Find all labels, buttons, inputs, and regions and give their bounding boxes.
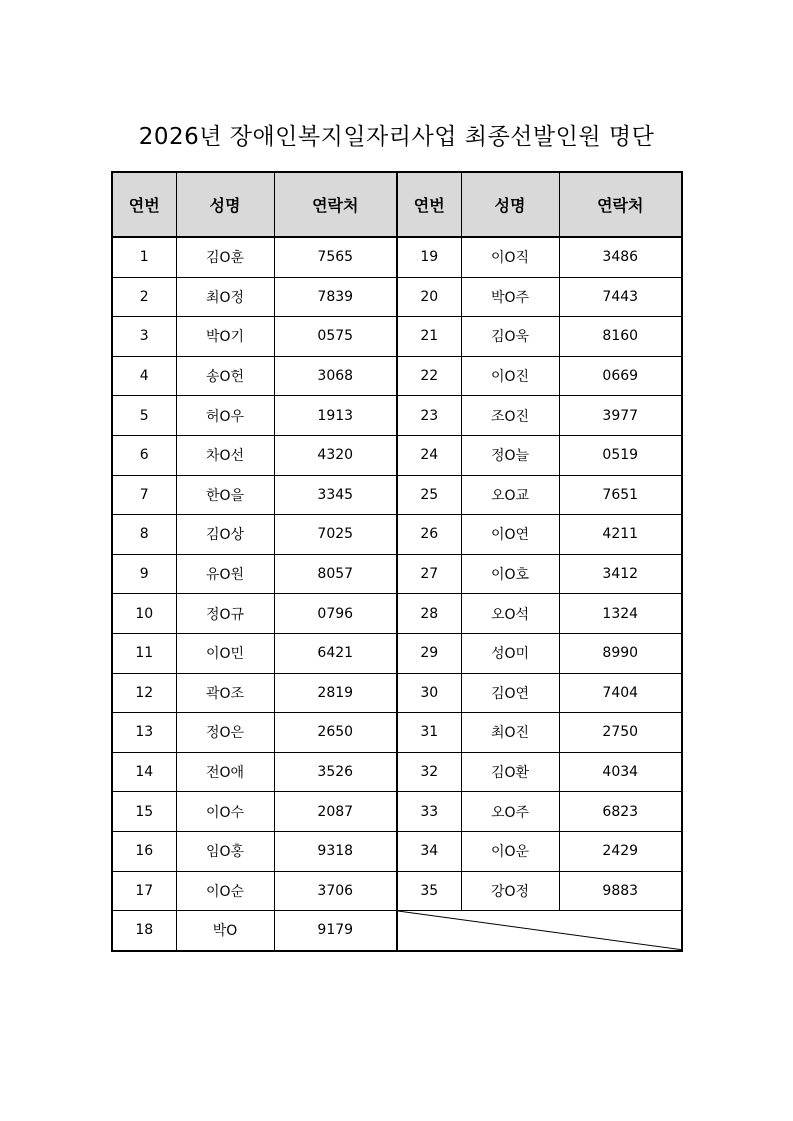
contact-number: 2429 xyxy=(559,831,682,871)
person-name: 유O원 xyxy=(176,554,274,594)
person-name: 조O진 xyxy=(461,396,559,436)
person-name: 이O순 xyxy=(176,871,274,911)
row-number: 9 xyxy=(112,554,176,594)
contact-number: 3068 xyxy=(274,356,397,396)
row-number: 11 xyxy=(112,633,176,673)
contact-number: 2650 xyxy=(274,713,397,753)
table-row xyxy=(112,713,682,753)
person-name: 오O석 xyxy=(461,594,559,634)
contact-number: 4034 xyxy=(559,752,682,792)
person-name: 김O환 xyxy=(461,752,559,792)
table-row xyxy=(112,594,682,634)
table-row xyxy=(112,277,682,317)
row-number: 32 xyxy=(397,752,461,792)
person-name: 허O우 xyxy=(176,396,274,436)
table-row xyxy=(112,554,682,594)
person-name: 이O민 xyxy=(176,633,274,673)
table-row xyxy=(112,356,682,396)
row-number: 21 xyxy=(397,317,461,357)
diagonal-line xyxy=(398,911,681,950)
person-name: 이O직 xyxy=(461,237,559,277)
contact-number: 0669 xyxy=(559,356,682,396)
row-number: 27 xyxy=(397,554,461,594)
contact-number: 4320 xyxy=(274,435,397,475)
person-name: 이O운 xyxy=(461,831,559,871)
contact-number: 6823 xyxy=(559,792,682,832)
person-name: 최O진 xyxy=(461,713,559,753)
contact-number: 8160 xyxy=(559,317,682,357)
contact-number: 6421 xyxy=(274,633,397,673)
table-row xyxy=(112,752,682,792)
row-number: 31 xyxy=(397,713,461,753)
row-number: 1 xyxy=(112,237,176,277)
person-name: 이O진 xyxy=(461,356,559,396)
table-row xyxy=(112,792,682,832)
contact-number: 3706 xyxy=(274,871,397,911)
row-number: 23 xyxy=(397,396,461,436)
person-name: 김O연 xyxy=(461,673,559,713)
person-name: 김O훈 xyxy=(176,237,274,277)
row-number: 5 xyxy=(112,396,176,436)
person-name: 박O기 xyxy=(176,317,274,357)
row-number: 35 xyxy=(397,871,461,911)
table-row xyxy=(112,317,682,357)
header-no: 연번 xyxy=(112,172,176,237)
contact-number: 9883 xyxy=(559,871,682,911)
contact-number: 2750 xyxy=(559,713,682,753)
contact-number: 0519 xyxy=(559,435,682,475)
contact-number: 7443 xyxy=(559,277,682,317)
row-number: 6 xyxy=(112,435,176,475)
person-name: 이O연 xyxy=(461,515,559,555)
contact-number: 7651 xyxy=(559,475,682,515)
row-number: 10 xyxy=(112,594,176,634)
table-row xyxy=(112,871,682,911)
contact-number: 7565 xyxy=(274,237,397,277)
header-no: 연번 xyxy=(397,172,461,237)
row-number: 14 xyxy=(112,752,176,792)
person-name: 오O주 xyxy=(461,792,559,832)
row-number: 29 xyxy=(397,633,461,673)
header-row xyxy=(112,172,682,237)
roster-table xyxy=(111,171,683,952)
person-name: 정O규 xyxy=(176,594,274,634)
diagonal-strike xyxy=(398,911,681,950)
table-row xyxy=(112,515,682,555)
row-number: 2 xyxy=(112,277,176,317)
row-number: 28 xyxy=(397,594,461,634)
person-name: 박O xyxy=(176,911,274,951)
row-number: 25 xyxy=(397,475,461,515)
contact-number: 3345 xyxy=(274,475,397,515)
header-name: 성명 xyxy=(176,172,274,237)
person-name: 정O늘 xyxy=(461,435,559,475)
row-number: 24 xyxy=(397,435,461,475)
contact-number: 8057 xyxy=(274,554,397,594)
page-title: 2026년 장애인복지일자리사업 최종선발인원 명단 xyxy=(138,124,655,150)
empty-cell xyxy=(397,911,682,951)
contact-number: 4211 xyxy=(559,515,682,555)
contact-number: 0796 xyxy=(274,594,397,634)
contact-number: 1324 xyxy=(559,594,682,634)
contact-number: 3486 xyxy=(559,237,682,277)
row-number: 7 xyxy=(112,475,176,515)
contact-number: 2087 xyxy=(274,792,397,832)
row-number: 15 xyxy=(112,792,176,832)
person-name: 정O은 xyxy=(176,713,274,753)
row-number: 19 xyxy=(397,237,461,277)
person-name: 전O애 xyxy=(176,752,274,792)
contact-number: 7025 xyxy=(274,515,397,555)
contact-number: 2819 xyxy=(274,673,397,713)
person-name: 김O상 xyxy=(176,515,274,555)
person-name: 오O교 xyxy=(461,475,559,515)
header-contact: 연락처 xyxy=(559,172,682,237)
row-number: 16 xyxy=(112,831,176,871)
header-contact: 연락처 xyxy=(274,172,397,237)
table-row xyxy=(112,475,682,515)
contact-number: 3526 xyxy=(274,752,397,792)
person-name: 최O정 xyxy=(176,277,274,317)
person-name: 곽O조 xyxy=(176,673,274,713)
contact-number: 1913 xyxy=(274,396,397,436)
person-name: 송O헌 xyxy=(176,356,274,396)
row-number: 18 xyxy=(112,911,176,951)
person-name: 한O을 xyxy=(176,475,274,515)
row-number: 12 xyxy=(112,673,176,713)
row-number: 22 xyxy=(397,356,461,396)
contact-number: 9318 xyxy=(274,831,397,871)
row-number: 13 xyxy=(112,713,176,753)
contact-number: 7404 xyxy=(559,673,682,713)
person-name: 차O선 xyxy=(176,435,274,475)
person-name: 강O정 xyxy=(461,871,559,911)
contact-number: 0575 xyxy=(274,317,397,357)
table-row xyxy=(112,673,682,713)
row-number: 20 xyxy=(397,277,461,317)
contact-number: 9179 xyxy=(274,911,397,951)
row-number: 34 xyxy=(397,831,461,871)
person-name: 이O호 xyxy=(461,554,559,594)
person-name: 임O홍 xyxy=(176,831,274,871)
person-name: 성O미 xyxy=(461,633,559,673)
row-number: 3 xyxy=(112,317,176,357)
person-name: 김O욱 xyxy=(461,317,559,357)
table-row xyxy=(112,237,682,277)
row-number: 8 xyxy=(112,515,176,555)
contact-number: 3977 xyxy=(559,396,682,436)
contact-number: 7839 xyxy=(274,277,397,317)
contact-number: 8990 xyxy=(559,633,682,673)
table-row xyxy=(112,633,682,673)
header-name: 성명 xyxy=(461,172,559,237)
table-row xyxy=(112,911,682,951)
person-name: 박O주 xyxy=(461,277,559,317)
table-row xyxy=(112,396,682,436)
table-row xyxy=(112,831,682,871)
row-number: 30 xyxy=(397,673,461,713)
row-number: 26 xyxy=(397,515,461,555)
row-number: 17 xyxy=(112,871,176,911)
row-number: 4 xyxy=(112,356,176,396)
row-number: 33 xyxy=(397,792,461,832)
contact-number: 3412 xyxy=(559,554,682,594)
table-row xyxy=(112,435,682,475)
person-name: 이O수 xyxy=(176,792,274,832)
